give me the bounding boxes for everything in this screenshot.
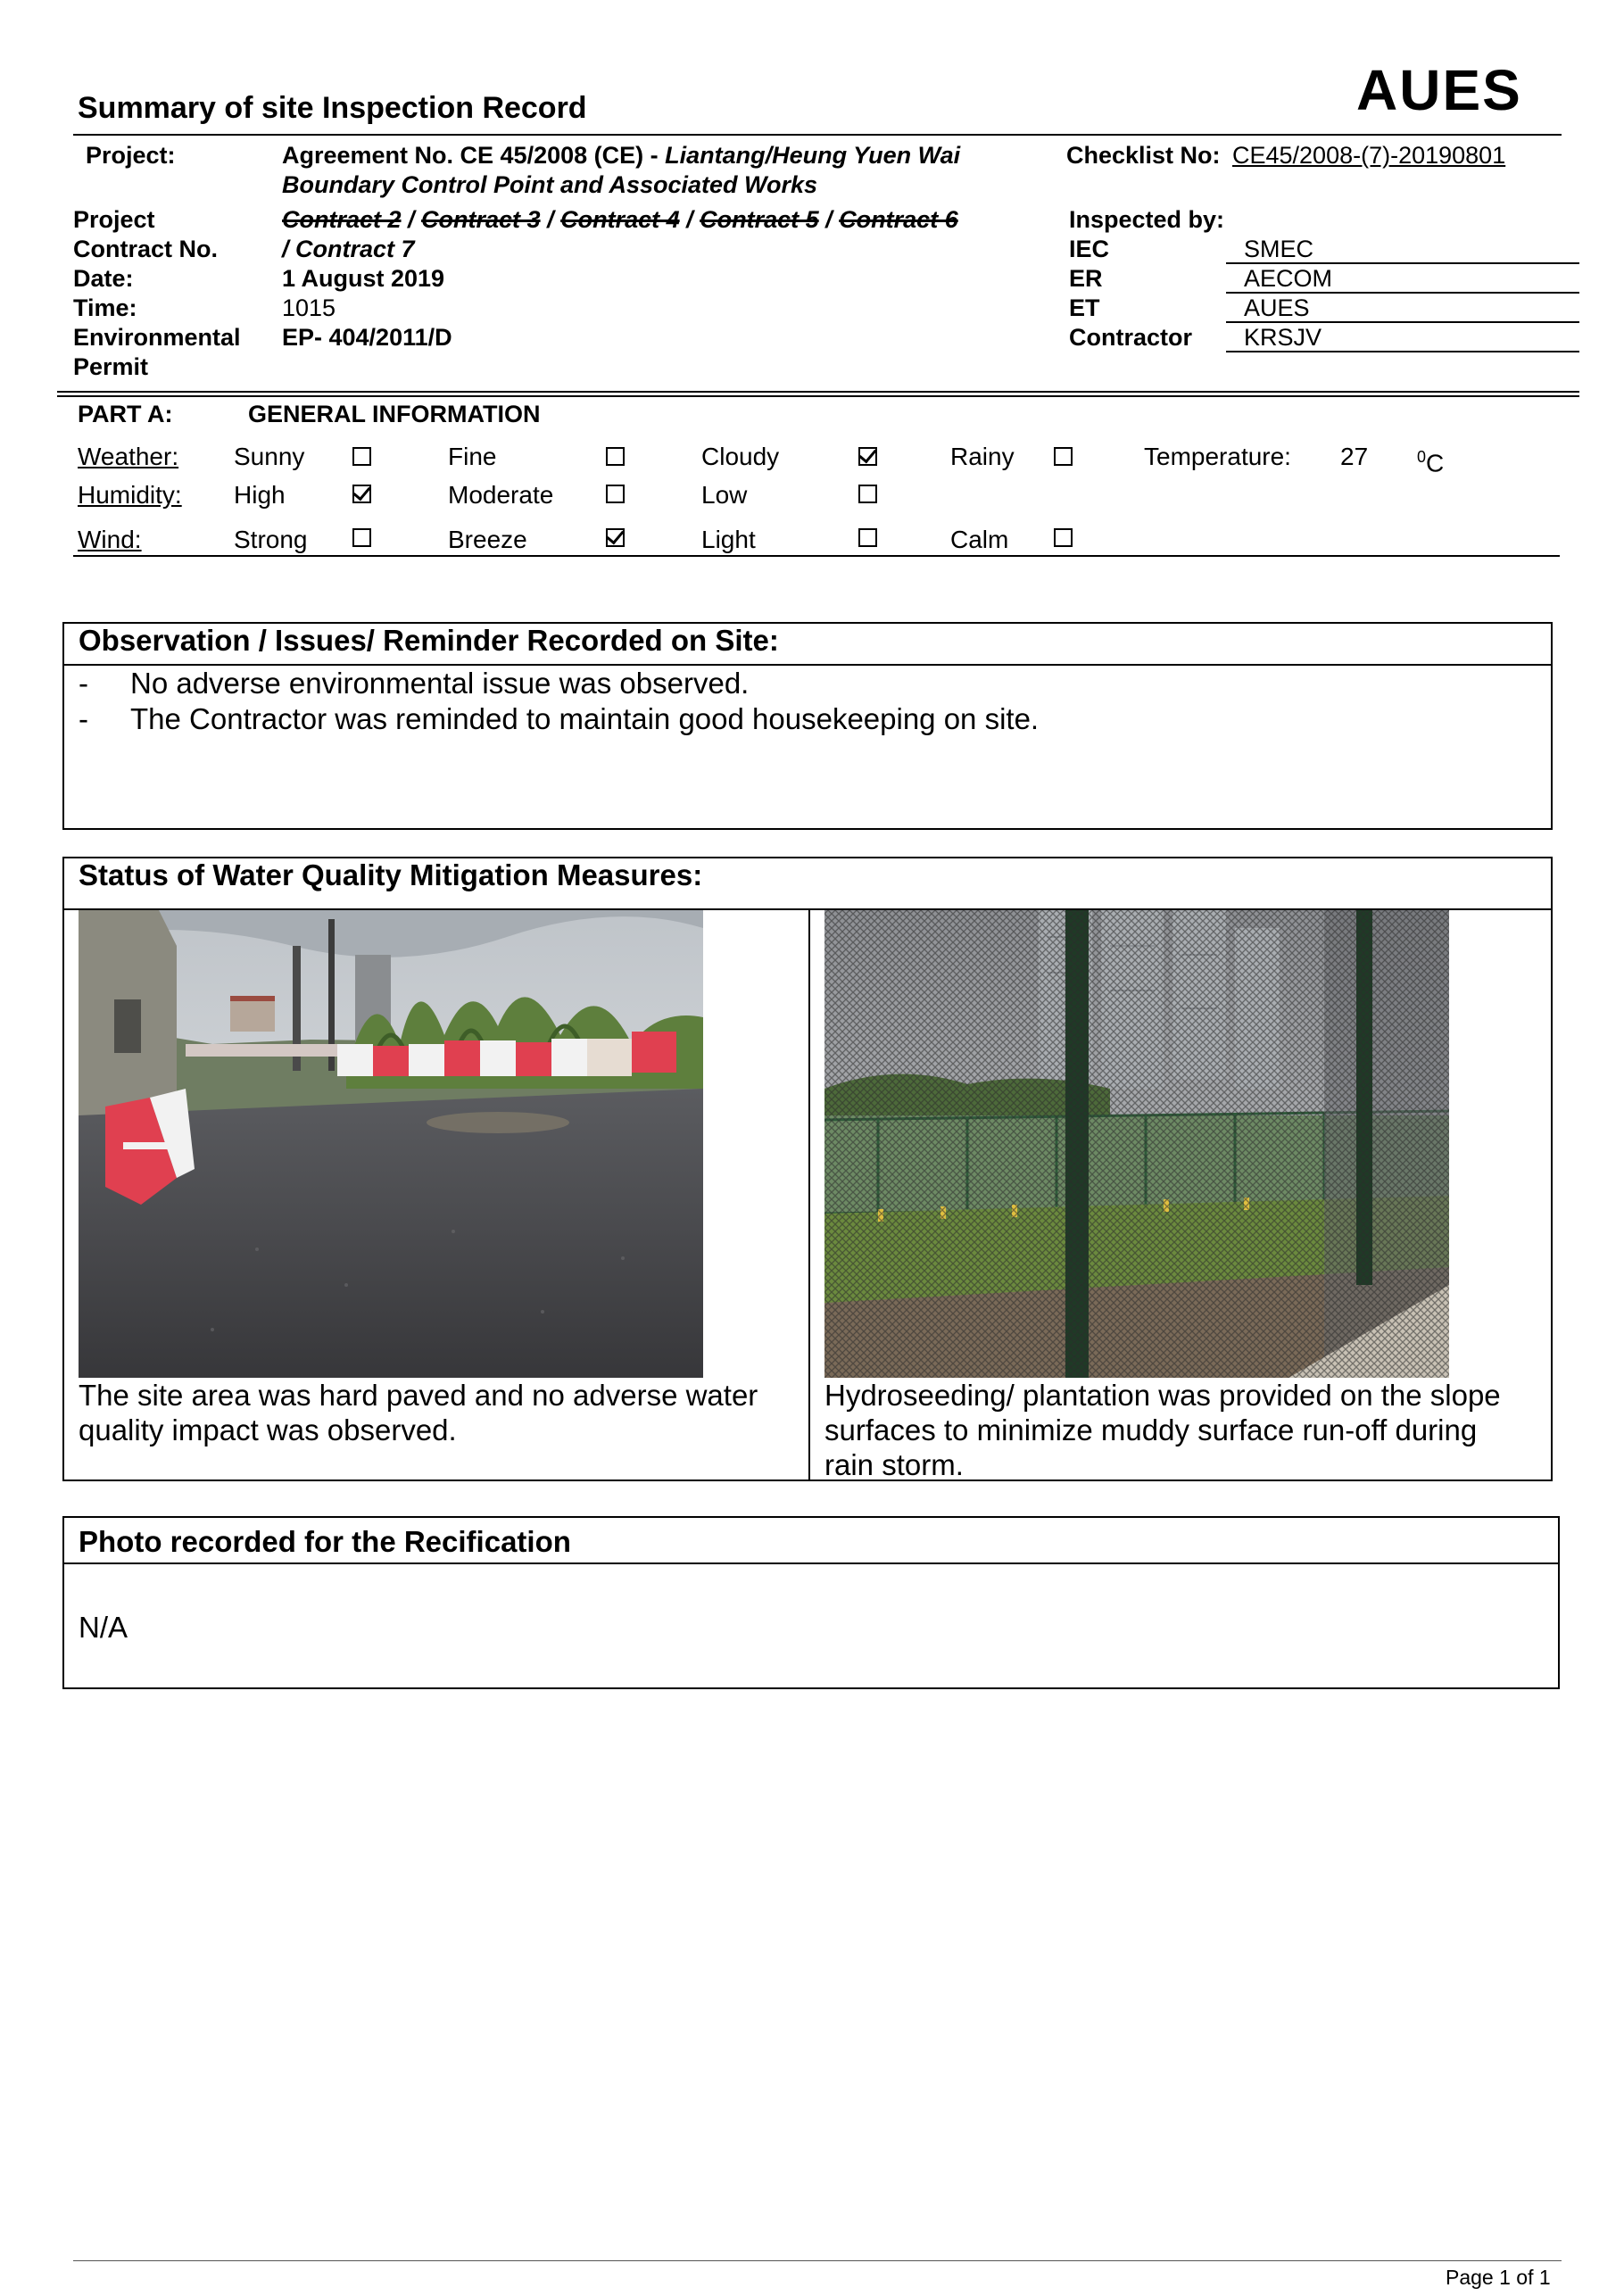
agreement-line1: [282, 141, 960, 170]
observation-bullet: -: [79, 702, 88, 735]
struck-contract: Contract 5: [700, 206, 819, 233]
rectification-box: [62, 1516, 1560, 1689]
humidity-low-checkbox[interactable]: [858, 485, 877, 503]
time-value: 1015: [282, 294, 336, 321]
water-quality-box: [62, 857, 1553, 1481]
rectification-heading-rule: [64, 1562, 1558, 1564]
site-road-caption: [79, 1378, 792, 1447]
permit-value: EP- 404/2011/D: [282, 324, 452, 351]
temperature-label: Temperature:: [1144, 443, 1291, 470]
general-info-bottom-rule: [73, 555, 1560, 557]
temperature-unit: [1417, 442, 1444, 478]
humidity-label: Humidity:: [78, 481, 182, 509]
weather-cloudy-checkbox[interactable]: [858, 447, 877, 466]
temperature-value: 27: [1340, 443, 1369, 470]
inspector-role: IEC: [1069, 236, 1110, 262]
page-number: Page 1 of 1: [1446, 2266, 1551, 2289]
header-rule: [73, 134, 1562, 136]
weather-option-label: Cloudy: [701, 443, 780, 470]
struck-contract: Contract 6: [839, 206, 958, 233]
wind-label: Wind:: [78, 526, 142, 553]
weather-option-label: Sunny: [234, 443, 305, 470]
struck-contract: Contract 4: [560, 206, 680, 233]
wind-option-label: Calm: [950, 526, 1009, 553]
contract-separator: /: [818, 206, 840, 233]
inspector-role: ER: [1069, 265, 1103, 292]
struck-contract: Contract 2: [282, 206, 402, 233]
permit-label-line2: Permit: [73, 353, 149, 380]
water-quality-heading: Status of Water Quality Mitigation Measures:: [79, 858, 703, 891]
wind-option-label: Light: [701, 526, 756, 553]
agreement-title-line2: Boundary Control Point and Associated Works: [282, 171, 818, 198]
observation-heading: Observation / Issues/ Reminder Recorded on Site:: [79, 624, 779, 657]
weather-sunny-checkbox[interactable]: [352, 447, 371, 466]
humidity-moderate-checkbox[interactable]: [606, 485, 625, 503]
site-road-photo-graphic: [79, 910, 703, 1378]
caption-line: The site area was hard paved and no adverse water: [79, 1379, 758, 1412]
document-title: Summary of site Inspection Record: [78, 91, 587, 125]
checklist-number: CE45/2008-(7)-20190801: [1232, 142, 1506, 169]
weather-rainy-checkbox[interactable]: [1054, 447, 1073, 466]
weather-option-label: Fine: [448, 443, 497, 470]
inspector-name: SMEC: [1244, 236, 1314, 262]
rectification-value: N/A: [79, 1611, 128, 1644]
hydroseeding-photo-graphic: [824, 910, 1449, 1378]
date-value: 1 August 2019: [282, 265, 445, 292]
footer-rule: [73, 2260, 1562, 2261]
humidity-high-checkbox[interactable]: [352, 485, 371, 503]
part-a-label: PART A:: [78, 401, 173, 427]
rectification-heading: Photo recorded for the Recification: [79, 1525, 571, 1558]
contract-separator: /: [679, 206, 700, 233]
inspector-name-field: [1226, 323, 1579, 352]
photo-column-divider: [808, 908, 810, 1480]
time-label: Time:: [73, 294, 137, 321]
inspected-by-label: Inspected by:: [1069, 206, 1225, 233]
section-divider: [57, 395, 1579, 397]
agreement-number: Agreement No. CE 45/2008 (CE) -: [282, 142, 666, 169]
wind-strong-checkbox[interactable]: [352, 528, 371, 547]
caption-line: Hydroseeding/ plantation was provided on the slope: [824, 1379, 1501, 1412]
wind-option-label: Strong: [234, 526, 308, 553]
contract-separator: /: [540, 206, 561, 233]
general-info-title: GENERAL INFORMATION: [248, 401, 541, 427]
observation-box: [62, 622, 1553, 830]
wind-calm-checkbox[interactable]: [1054, 528, 1073, 547]
inspector-role: ET: [1069, 294, 1100, 321]
inspector-name-field: [1226, 264, 1579, 294]
humidity-option-label: Moderate: [448, 481, 554, 509]
inspector-name: AECOM: [1244, 265, 1333, 292]
contract-label-line1: Project: [73, 206, 155, 233]
project-label: Project:: [86, 142, 176, 169]
contract-label-line2: Contract No.: [73, 236, 218, 262]
weather-label: Weather:: [78, 443, 179, 470]
humidity-option-label: High: [234, 481, 286, 509]
humidity-option-label: Low: [701, 481, 748, 509]
wind-option-label: Breeze: [448, 526, 527, 553]
weather-option-label: Rainy: [950, 443, 1015, 470]
checklist-label: Checklist No:: [1066, 142, 1221, 169]
date-label: Date:: [73, 265, 134, 292]
wind-breeze-checkbox[interactable]: [606, 528, 625, 547]
hydroseeding-caption: [824, 1378, 1549, 1482]
celsius-unit: C: [1426, 449, 1445, 477]
section-divider: [57, 391, 1579, 393]
observation-item: The Contractor was reminded to maintain good housekeeping on site.: [130, 702, 1040, 735]
contract-separator: /: [401, 206, 422, 233]
caption-line: surfaces to minimize muddy surface run-off during: [824, 1413, 1478, 1446]
caption-line: rain storm.: [824, 1448, 964, 1481]
weather-fine-checkbox[interactable]: [606, 447, 625, 466]
caption-line: quality impact was observed.: [79, 1413, 457, 1446]
inspector-name: KRSJV: [1244, 324, 1322, 351]
observation-item: No adverse environmental issue was observed.: [130, 667, 750, 700]
active-contract: / Contract 7: [282, 236, 415, 262]
wind-light-checkbox[interactable]: [858, 528, 877, 547]
agreement-title-line1: Liantang/Heung Yuen Wai: [665, 142, 961, 169]
struck-contract: Contract 3: [421, 206, 541, 233]
company-logo: AUES: [1356, 58, 1522, 122]
inspector-name-field: [1226, 294, 1579, 323]
inspector-name-field: [1226, 235, 1579, 264]
observation-bullet: -: [79, 667, 88, 700]
site-road-photo: [79, 910, 703, 1378]
permit-label-line1: Environmental: [73, 324, 241, 351]
degree-sup: 0: [1417, 448, 1427, 466]
hydroseeding-photo: [824, 910, 1449, 1378]
inspector-role: Contractor: [1069, 324, 1193, 351]
contract-list: [282, 205, 958, 235]
inspector-name: AUES: [1244, 294, 1310, 321]
observation-heading-rule: [64, 664, 1551, 666]
